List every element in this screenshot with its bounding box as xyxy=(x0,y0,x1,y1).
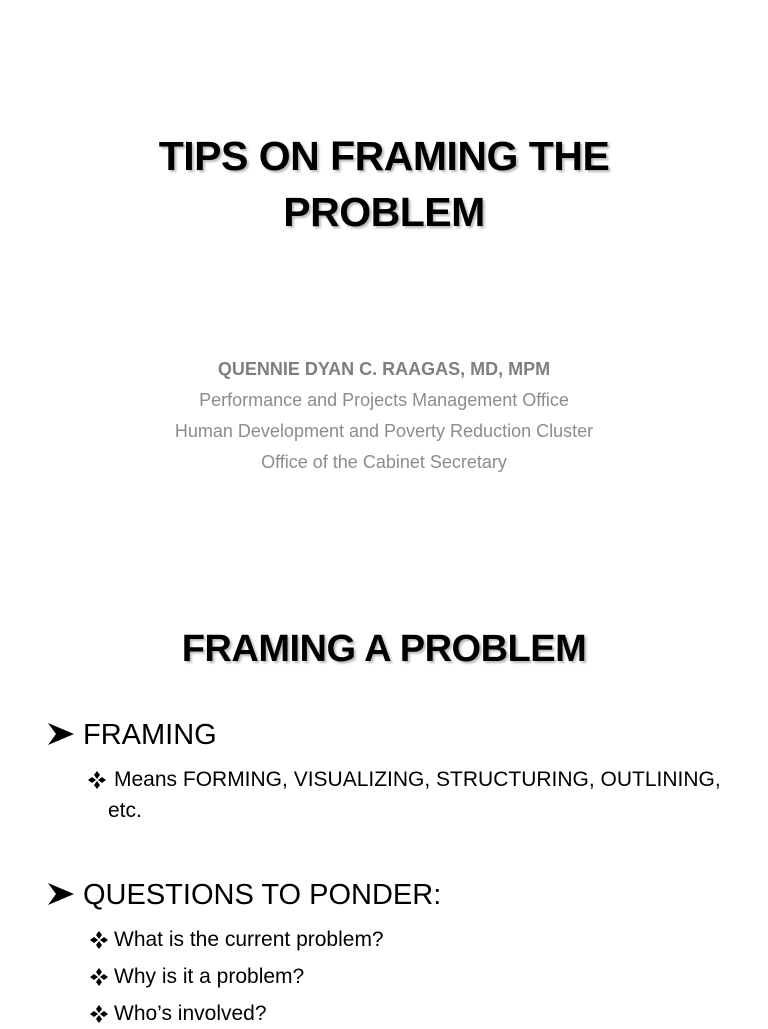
sub-bullet-text: Who’s involved? xyxy=(114,1002,267,1025)
author-name: QUENNIE DYAN C. RAAGAS, MD, MPM xyxy=(217,359,551,379)
office-name: Performance and Projects Management Office xyxy=(199,390,569,410)
sub-bullet-text: Why is it a problem? xyxy=(114,965,305,988)
cluster-name: Human Development and Poverty Reduction Cluster xyxy=(174,421,594,441)
slide-title: TIPS ON FRAMING THE PROBLEM xyxy=(158,133,610,235)
bullet-item xyxy=(48,710,728,760)
four-diamond-bullet-icon xyxy=(90,931,108,949)
bullet-label: FRAMING xyxy=(83,719,217,751)
slide-subtitle xyxy=(60,354,708,478)
bullet-list xyxy=(48,710,728,1029)
four-diamond-bullet-icon xyxy=(90,968,108,986)
sub-bullet-item xyxy=(48,764,728,826)
bullet-label: QUESTIONS TO PONDER: xyxy=(83,879,442,911)
content-slide xyxy=(0,560,768,1024)
department-name: Office of the Cabinet Secretary xyxy=(261,452,507,472)
sub-bullet-item xyxy=(48,924,728,955)
slide-heading: FRAMING A PROBLEM xyxy=(181,628,587,670)
arrow-bullet-icon xyxy=(48,723,74,745)
bullet-item xyxy=(48,870,728,920)
four-diamond-bullet-icon xyxy=(90,1005,108,1023)
four-diamond-bullet-icon xyxy=(88,771,106,789)
sub-bullet-text: What is the current problem? xyxy=(114,928,384,951)
sub-bullet-item xyxy=(48,961,728,992)
arrow-bullet-icon xyxy=(48,883,74,905)
sub-bullet-item xyxy=(48,998,728,1029)
sub-bullet-text: Means FORMING, VISUALIZING, STRUCTURING, OUTLINING, etc. xyxy=(108,768,721,822)
